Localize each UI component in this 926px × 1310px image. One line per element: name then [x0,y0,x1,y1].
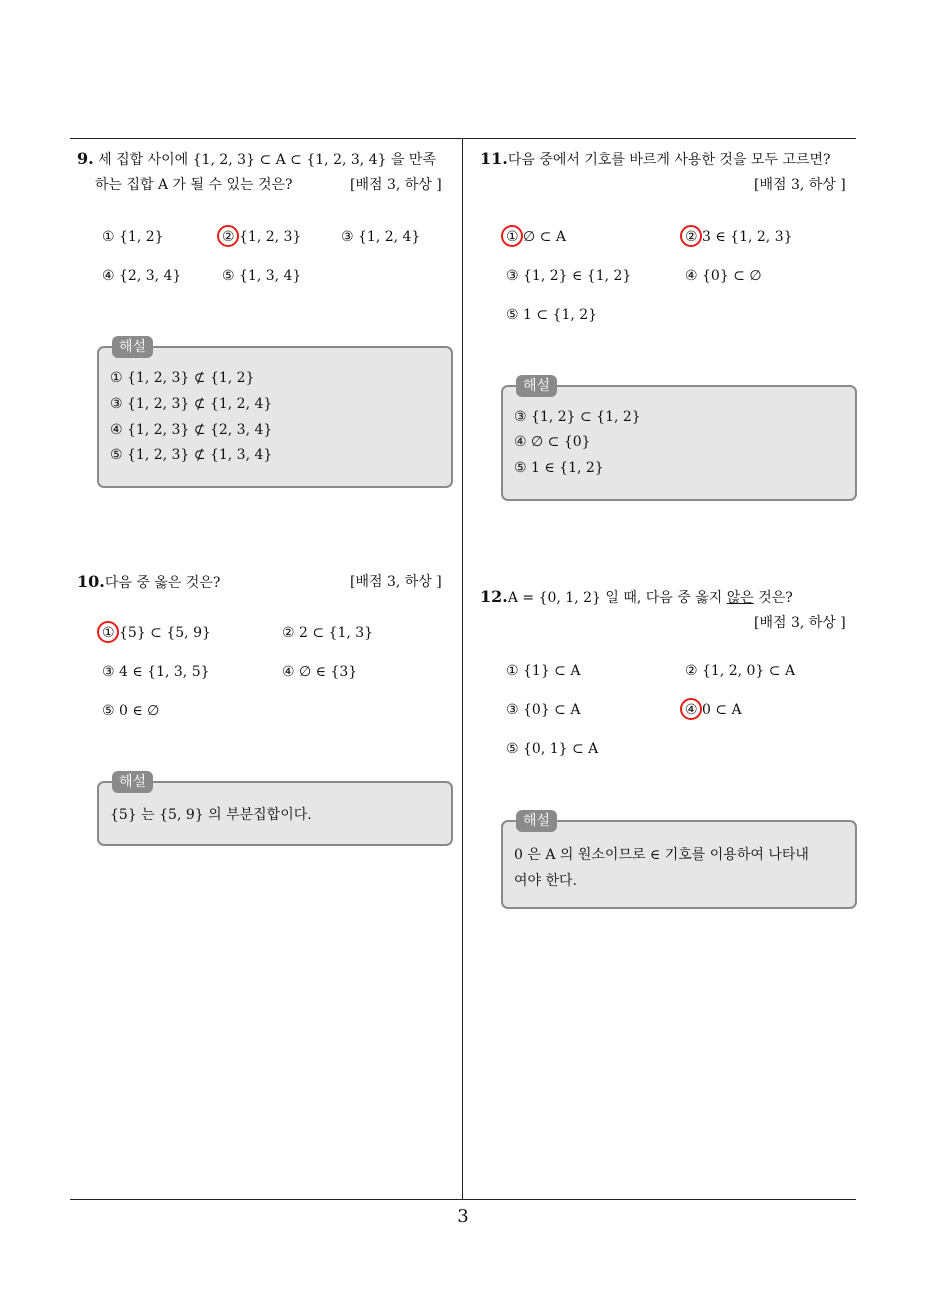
choice-4[interactable]: ④ ∅ ∈ {3} [282,664,358,680]
solution-tag: 해설 [516,375,557,397]
question-text: 세 집합 사이에 {1, 2, 3} ⊂ A ⊂ {1, 2, 3, 4} 을 만족 [98,152,436,168]
choice-3[interactable]: ③ {1, 2} ∈ {1, 2} [506,268,632,284]
choice-5[interactable]: ⑤ 1 ⊂ {1, 2} [506,307,598,323]
question-text: A = {0, 1, 2} 일 때, 다음 중 옳지 [507,590,727,606]
question-9-stem-line2: 하는 집합 A 가 될 수 있는 것은? [95,177,293,193]
question-number: 12. [480,587,508,606]
choice-3[interactable]: ③ {1, 2, 4} [341,229,421,245]
choice-5[interactable]: ⑤ {0, 1} ⊂ A [506,741,599,757]
choice-4[interactable]: ④ {0} ⊂ ∅ [685,268,762,284]
question-text: 다음 중 옳은 것은? [104,575,221,591]
solution-line: ① {1, 2, 3} ⊄ {1, 2} [110,370,255,386]
question-12-stem [480,584,793,611]
solution-tag: 해설 [112,336,153,358]
question-number: 10. [77,572,105,591]
question-11-points: [배점 3, 하상 ] [754,177,846,193]
answer-circle-mark [680,698,702,720]
choice-5[interactable]: ⑤ {1, 3, 4} [222,268,302,284]
solution-line: 여야 한다. [514,873,577,889]
solution-line: ⑤ 1 ∈ {1, 2} [514,460,604,476]
question-11-stem [480,146,831,173]
question-text-underlined: 않은 [726,590,754,606]
question-9-points: [배점 3, 하상 ] [350,177,442,193]
solution-line: ③ {1, 2} ⊂ {1, 2} [514,409,641,425]
solution-line: ⑤ {1, 2, 3} ⊄ {1, 3, 4} [110,447,273,463]
choice-1[interactable]: ① {5} ⊂ {5, 9} [102,625,211,641]
choice-2[interactable]: ② {1, 2, 3} [222,229,302,245]
solution-box [501,820,857,909]
choice-3[interactable]: ③ {0} ⊂ A [506,702,581,718]
solution-line: {5} 는 {5, 9} 의 부분집합이다. [110,807,312,823]
question-10-stem [77,569,220,596]
choice-2[interactable]: ② 2 ⊂ {1, 3} [282,625,374,641]
choice-4[interactable]: ④ 0 ⊂ A [685,702,742,718]
answer-circle-mark [97,621,119,643]
top-rule [70,138,856,139]
answer-circle-mark [680,225,702,247]
question-number: 9. [77,149,94,168]
solution-line: ④ ∅ ⊂ {0} [514,434,591,450]
solution-tag: 해설 [112,771,153,793]
choice-2[interactable]: ② {1, 2, 0} ⊂ A [685,663,796,679]
bottom-rule [70,1199,856,1200]
question-12-points: [배점 3, 하상 ] [754,615,846,631]
answer-circle-mark [217,225,239,247]
choice-5[interactable]: ⑤ 0 ∈ ∅ [102,703,160,719]
solution-box [97,346,453,488]
solution-line: ④ {1, 2, 3} ⊄ {2, 3, 4} [110,422,273,438]
question-text: 다음 중에서 기호를 바르게 사용한 것을 모두 고르면? [507,152,831,168]
choice-1[interactable]: ① ∅ ⊂ A [506,229,566,245]
choice-3[interactable]: ③ 4 ∈ {1, 3, 5} [102,664,210,680]
choice-2[interactable]: ② 3 ∈ {1, 2, 3} [685,229,793,245]
choice-1[interactable]: ① {1, 2} [102,229,164,245]
solution-tag: 해설 [516,810,557,832]
question-10-points: [배점 3, 하상 ] [350,574,442,590]
page-number: 3 [457,1206,469,1227]
question-text: 것은? [753,590,793,606]
choice-4[interactable]: ④ {2, 3, 4} [102,268,182,284]
column-divider [462,138,463,1200]
answer-circle-mark [501,225,523,247]
solution-line: 0 은 A 의 원소이므로 ∈ 기호를 이용하여 나타내 [514,847,809,863]
question-number: 11. [480,149,508,168]
solution-line: ③ {1, 2, 3} ⊄ {1, 2, 4} [110,396,273,412]
choice-1[interactable]: ① {1} ⊂ A [506,663,581,679]
question-9-stem [77,146,436,173]
